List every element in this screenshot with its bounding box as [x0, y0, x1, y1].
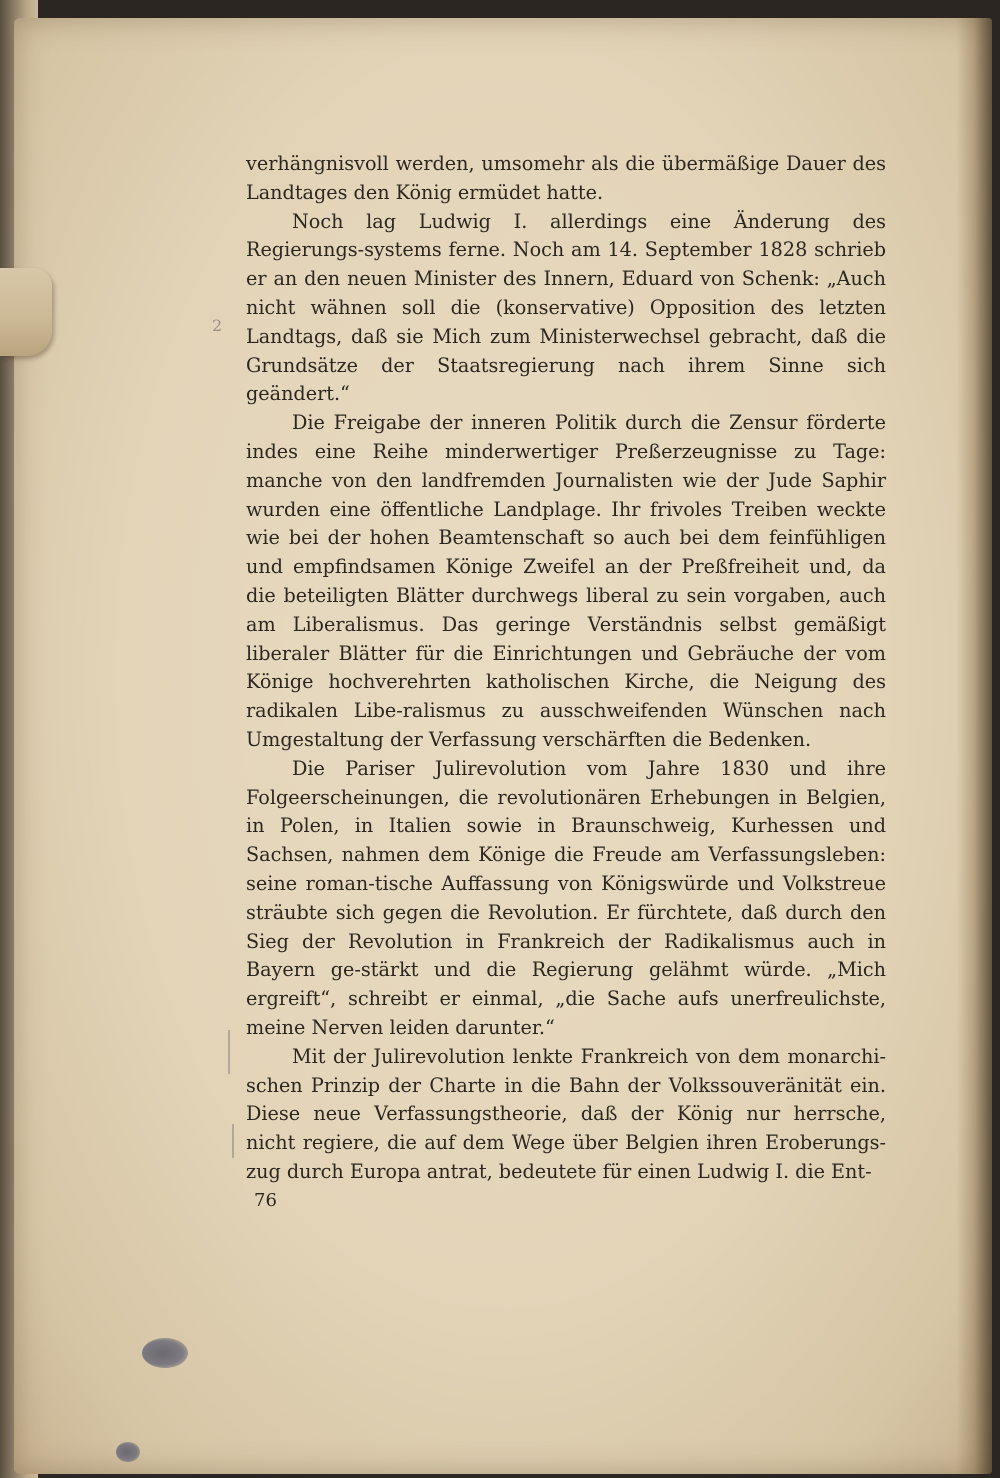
paragraph: Die Pariser Julirevolution vom Jahre 1830 und ihre Folgeerscheinungen, die revolutionären Erhebungen in Belgien, in Polen, in Italien sowie in Braunschweig, Kurhessen und Sachsen, nahmen dem Könige die Freude am Verfassungsleben: seine roman-tische Auffassung von Königswürde und Volkstreue sträubte sich gegen die Revolution. Er fürchtete, daß durch den Sieg der Revolution in Frankreich der Radikalismus auch in Bayern ge-stärkt und die Regierung gelähmt würde. „Mich ergreift“, schreibt er einmal, „die Sache aufs unerfreulichste, meine Nerven leiden darunter.“: [246, 756, 886, 1039]
bookmark-tab: [0, 268, 52, 356]
pencil-margin-bar: [228, 1030, 230, 1074]
paragraph: Mit der Julirevolution lenkte Frankreich von dem monarchi-schen Prinzip der Charte in die Bahn der Volkssouveränität ein. Diese neue Verfassungstheorie, daß der König nur herrsche, nicht regiere, die auf dem Wege über Belgien ihren Eroberungs-zug durch Europa antrat, bedeutete für einen Ludwig I. die Ent-: [246, 1044, 886, 1183]
ink-stain: [142, 1338, 188, 1368]
body-text: [246, 150, 886, 1187]
pencil-margin-bar: [232, 1124, 234, 1158]
paragraph: Die Freigabe der inneren Politik durch die Zensur förderte indes eine Reihe minderwertiger Preßerzeugnisse zu Tage: manche von den landfremden Journalisten wie der Jude Saphir wurden eine öffentliche Landplage. Ihr frivoles Treiben weckte wie bei der hohen Beamtenschaft so auch bei dem feinfühligen und empfindsamen Könige Zweifel an der Preßfreiheit und, da die beteiligten Blätter durchwegs liberal zu sein vorgaben, auch am Liberalismus. Das geringe Verständnis selbst gemäßigt liberaler Blätter für die Einrichtungen und Gebräuche der vom Könige hochverehrten katholischen Kirche, die Neigung des radikalen Libe-ralismus zu ausschweifenden Wünschen nach Umgestaltung der Verfassung verschärften die Bedenken.: [246, 411, 886, 751]
ink-stain: [116, 1442, 140, 1462]
paragraph: verhängnisvoll werden, umsomehr als die übermäßige Dauer des Landtages den König ermüdet hatte.: [246, 152, 886, 204]
page-gutter-shadow: [956, 18, 992, 1474]
paragraph: Noch lag Ludwig I. allerdings eine Änderung des Regierungs-systems ferne. Noch am 14. September 1828 schrieb er an den neuen Minister des Innern, Eduard von Schenk: „Auch nicht wähnen soll die (konservative) Opposition des letzten Landtags, daß sie Mich zum Ministerwechsel gebracht, daß die Grundsätze der Staatsregierung nach ihrem Sinne sich geändert.“: [246, 209, 886, 406]
pencil-margin-note: 2: [212, 316, 223, 335]
page-number: 76: [254, 1190, 277, 1211]
